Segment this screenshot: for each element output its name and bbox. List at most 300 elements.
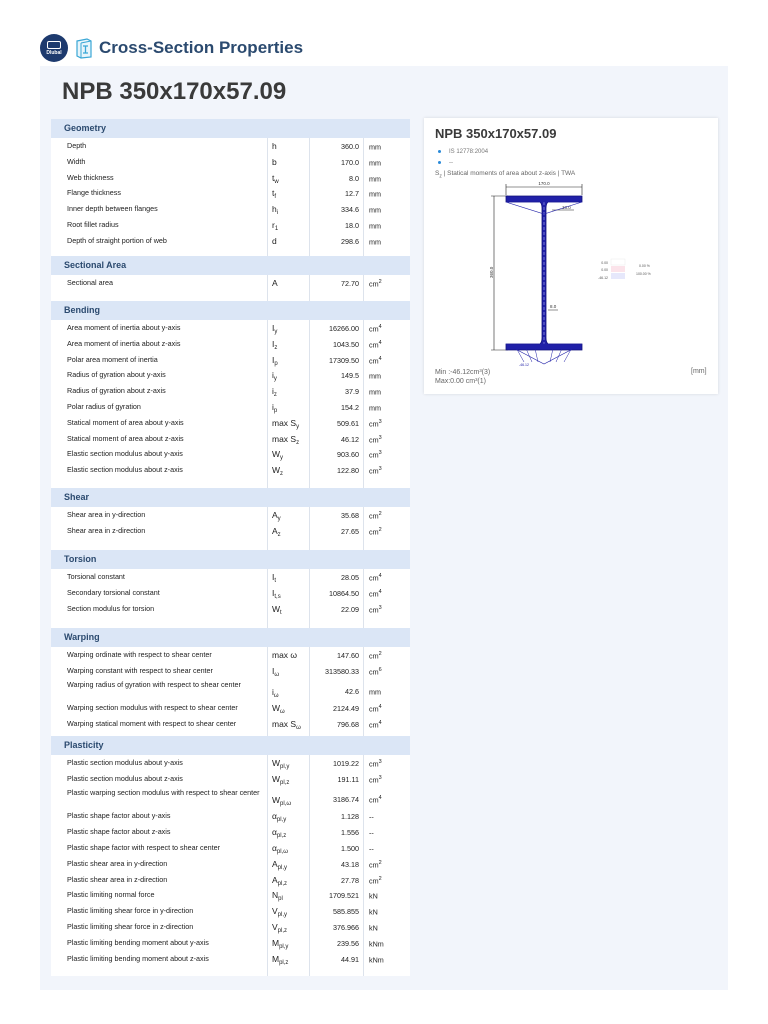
property-symbol [272, 906, 287, 918]
property-value: 72.70 [341, 279, 359, 288]
unit-exponent: 4 [378, 324, 382, 330]
property-description: Area moment of inertia about z-axis [67, 338, 181, 348]
table-row [51, 756, 410, 771]
unit-exponent: 2 [378, 526, 382, 533]
property-unit [369, 907, 378, 916]
unit-main: mm [369, 158, 381, 168]
symbol-main: h [272, 141, 277, 151]
property-symbol [272, 938, 288, 950]
subtitle-text: | Statical moments of area about z-axis | TWA [441, 170, 576, 177]
unit-main: kN [369, 923, 378, 933]
table-row [51, 936, 410, 951]
table-row [51, 920, 410, 935]
table-row [51, 701, 410, 716]
table-row [51, 857, 410, 872]
property-unit [369, 450, 382, 459]
table-row [51, 772, 410, 787]
unit-exponent: 3 [378, 466, 382, 473]
table-row [51, 276, 410, 291]
property-symbol [272, 188, 276, 200]
unit-main: mm [369, 371, 381, 381]
property-value: 28.05 [341, 573, 359, 582]
subtitle-subscript: z [439, 173, 442, 180]
table-row [51, 680, 410, 702]
property-value: 27.65 [341, 526, 359, 536]
web-dim-label: 8.0 [550, 304, 557, 309]
unit-main: -- [369, 812, 374, 822]
section-preview-card [424, 118, 718, 394]
property-unit [369, 812, 374, 821]
property-description: Radius of gyration about z-axis [67, 386, 166, 396]
property-value: 298.6 [341, 236, 359, 246]
property-description: Plastic shear area in z-direction [67, 874, 168, 884]
property-symbol [272, 827, 286, 839]
symbol-main: max S [272, 417, 297, 428]
table-row [51, 139, 410, 154]
table-row [51, 952, 410, 967]
table-row [51, 384, 410, 399]
unit-main: cm [369, 573, 379, 583]
symbol-subscript: pl,y [277, 912, 288, 919]
property-value: 122.80 [337, 466, 359, 476]
property-unit [369, 435, 382, 444]
symbol-subscript: p [274, 360, 278, 367]
legend-value: 0.00 [601, 268, 608, 272]
property-unit [369, 340, 382, 349]
property-description: Plastic shape factor about z-axis [67, 827, 171, 837]
symbol-subscript: pl [278, 896, 283, 903]
symbol-subscript: pl,y [279, 943, 289, 950]
property-description: Warping ordinate with respect to shear center [67, 650, 212, 659]
property-value: 313580.33 [325, 666, 359, 676]
property-unit [369, 891, 378, 900]
property-value: 585.855 [333, 907, 359, 917]
unit-main: cm [369, 794, 379, 804]
symbol-main: V [272, 906, 278, 917]
unit-exponent: 3 [378, 604, 382, 611]
property-value: 147.60 [337, 651, 359, 660]
property-unit [369, 720, 382, 729]
property-description: Plastic shape factor with respect to shear center [67, 843, 221, 852]
symbol-main: t [272, 188, 275, 199]
property-symbol [272, 236, 277, 248]
symbol-subscript: p [273, 408, 278, 414]
property-description: Shear area in z-direction [67, 525, 146, 535]
symbol-main: N [272, 890, 279, 901]
symbol-subscript: pl,z [277, 928, 288, 934]
symbol-subscript: ω [274, 671, 280, 678]
symbol-main: A [272, 278, 278, 288]
property-value: 44.91 [341, 954, 359, 964]
cross-section-book-icon [74, 37, 94, 59]
property-description: Depth [67, 141, 87, 150]
property-symbol [272, 204, 278, 216]
unit-main: cm [369, 355, 379, 365]
property-symbol [272, 572, 276, 584]
property-description: Inner depth between flanges [67, 204, 158, 214]
property-description: Warping section modulus with respect to shear center [67, 703, 238, 713]
legend-percent: 0.00 % [639, 264, 650, 268]
symbol-subscript: w [274, 178, 279, 185]
property-value: 239.56 [337, 938, 359, 948]
table-row [51, 337, 410, 352]
unit-exponent: 3 [378, 434, 382, 441]
property-unit [369, 844, 374, 853]
property-symbol [272, 774, 289, 786]
property-value: 3186.74 [333, 794, 359, 804]
property-value: 1043.50 [333, 339, 359, 349]
property-unit [369, 759, 382, 768]
property-symbol [272, 650, 297, 662]
section-header [51, 628, 410, 647]
symbol-main: I [272, 323, 275, 333]
symbol-main: max ω [272, 650, 298, 660]
property-symbol [272, 843, 288, 855]
property-symbol [272, 157, 277, 169]
property-unit [369, 324, 382, 333]
unit-exponent: 2 [378, 511, 382, 517]
property-description: Statical moment of area about z-axis [67, 433, 184, 443]
property-symbol [272, 339, 277, 351]
property-value: 149.5 [341, 371, 359, 381]
property-symbol [272, 449, 283, 461]
symbol-main: W [272, 703, 281, 714]
property-description: Polar area moment of inertia [67, 354, 158, 364]
min-max-readout [435, 368, 490, 386]
symbol-subscript: z [277, 531, 281, 538]
unit-main: cm [369, 419, 379, 429]
table-row [51, 353, 410, 368]
symbol-main: r [272, 220, 275, 230]
unit-main: cm [369, 651, 379, 661]
symbol-subscript: f [274, 194, 277, 201]
width-dim-label: 170.0 [538, 181, 550, 186]
unit-main: cm [369, 434, 379, 444]
property-description: Flange thickness [67, 188, 121, 198]
table-row [51, 368, 410, 383]
symbol-main: i [272, 386, 274, 397]
symbol-main: max S [272, 719, 297, 730]
property-unit [369, 403, 381, 412]
section-title: Warping [64, 632, 100, 642]
unit-main: -- [369, 844, 374, 854]
table-row [51, 321, 410, 336]
property-value: 35.68 [341, 511, 359, 520]
symbol-subscript: pl,y [276, 817, 287, 824]
property-symbol [272, 954, 288, 966]
symbol-main: d [272, 235, 277, 246]
property-description: Shear area in y-direction [67, 510, 146, 519]
unit-main: mm [369, 237, 381, 247]
symbol-subscript: pl,z [276, 833, 287, 840]
property-description: Sectional area [67, 278, 113, 287]
unit-main: cm [369, 279, 379, 289]
table-row [51, 524, 410, 539]
section-header [51, 488, 410, 507]
symbol-main: b [272, 156, 277, 167]
symbol-main: i [272, 686, 274, 697]
property-description: Plastic limiting shear force in z-direction [67, 922, 194, 931]
symbol-main: W [272, 603, 281, 614]
table-row [51, 202, 410, 217]
symbol-main: α [272, 811, 277, 822]
property-symbol [272, 703, 285, 715]
property-description: Warping statical moment with respect to shear center [67, 719, 237, 729]
unit-exponent: 4 [378, 355, 382, 362]
property-description: Elastic section modulus about y-axis [67, 449, 183, 459]
symbol-subscript: y [280, 455, 284, 462]
unit-main: cm [369, 720, 379, 730]
symbol-main: V [272, 922, 278, 932]
table-row [51, 648, 410, 663]
symbol-subscript: 1 [274, 226, 279, 232]
property-symbol [272, 510, 281, 522]
section-header [51, 256, 410, 275]
symbol-main: i [272, 370, 274, 381]
property-value: 376.966 [333, 923, 359, 932]
page-title: NPB 350x170x57.09 [62, 78, 287, 105]
unit-exponent: 4 [378, 573, 382, 579]
table-row [51, 888, 410, 903]
symbol-main: W [272, 773, 281, 784]
symbol-subscript: ω [280, 709, 285, 716]
section-header [51, 119, 410, 138]
property-symbol [272, 859, 287, 871]
legend-swatch [611, 266, 625, 272]
property-value: 10864.50 [329, 588, 359, 598]
unit-main: cm [369, 324, 379, 334]
property-description: Plastic shape factor about y-axis [67, 811, 171, 821]
symbol-subscript: t,s [274, 593, 281, 600]
section-header [51, 550, 410, 569]
symbol-subscript: pl,ω [276, 849, 288, 855]
max-value-text: Max:0.00 cm³(1) [435, 378, 486, 385]
table-row [51, 570, 410, 585]
property-symbol [272, 890, 283, 902]
property-unit [369, 279, 382, 288]
symbol-subscript: ω [273, 692, 279, 699]
table-row [51, 234, 410, 249]
property-value: 17309.50 [329, 355, 359, 365]
property-description: Plastic limiting bending moment about y-axis [67, 937, 209, 947]
symbol-subscript: y [273, 376, 277, 383]
symbol-main: M [272, 937, 280, 948]
property-unit [369, 605, 382, 614]
property-value: 796.68 [337, 720, 359, 730]
property-value: 1709.521 [329, 891, 359, 901]
legend-percent: 100.00 % [636, 272, 651, 276]
property-value: 2124.49 [333, 704, 359, 714]
property-symbol [272, 588, 281, 600]
property-unit [369, 158, 381, 167]
symbol-main: W [272, 758, 281, 768]
property-value: 8.0 [349, 173, 359, 183]
symbol-subscript: pl,y [280, 764, 290, 770]
property-unit [369, 527, 382, 536]
property-symbol [272, 278, 278, 290]
standard-text: IS 12778:2004 [449, 149, 489, 155]
symbol-main: A [272, 858, 278, 869]
property-unit [369, 371, 381, 380]
symbol-subscript: pl,y [277, 864, 288, 871]
unit-main: mm [369, 387, 381, 397]
symbol-subscript: t [274, 578, 277, 584]
property-description: Plastic section modulus about y-axis [67, 758, 183, 767]
property-symbol [272, 418, 299, 430]
symbol-subscript: y [277, 516, 281, 522]
section-title: Geometry [64, 123, 107, 133]
properties-table [51, 119, 410, 976]
symbol-main: M [272, 953, 280, 964]
property-value: 37.9 [345, 387, 359, 397]
legend-value: -46.12 [598, 276, 608, 280]
property-unit [369, 419, 382, 428]
flange-dim-label: 18.0 [562, 205, 571, 210]
property-unit [369, 876, 382, 885]
symbol-main: α [272, 827, 277, 838]
symbol-subscript: z [274, 344, 278, 351]
symbol-subscript: pl,z [277, 880, 288, 887]
symbol-subscript: pl,z [280, 779, 290, 786]
table-row [51, 717, 410, 732]
unit-main: cm [369, 667, 379, 677]
property-value: 1.500 [341, 844, 359, 853]
property-symbol [272, 795, 291, 807]
unit-main: mm [369, 221, 381, 231]
symbol-main: W [272, 449, 281, 460]
section-title: Plasticity [64, 740, 104, 750]
symbol-main: W [272, 465, 281, 476]
table-row [51, 186, 410, 201]
property-symbol [272, 604, 282, 616]
property-value: 42.6 [345, 686, 359, 696]
property-value: 334.6 [341, 205, 359, 215]
property-unit [369, 237, 381, 246]
symbol-main: I [272, 354, 275, 365]
property-value: 43.18 [341, 859, 359, 869]
unit-main: cm [369, 860, 379, 870]
property-unit [369, 828, 374, 837]
table-row [51, 447, 410, 462]
unit-exponent: 4 [378, 720, 382, 727]
table-row [51, 602, 410, 617]
unit-main: cm [369, 340, 379, 350]
property-unit [369, 704, 382, 713]
unit-exponent: 2 [378, 875, 382, 882]
symbol-main: max S [272, 433, 297, 444]
property-unit [369, 387, 381, 396]
property-unit [369, 142, 381, 151]
symbol-subscript: i [276, 210, 279, 217]
unit-main: kN [369, 907, 378, 917]
table-row [51, 155, 410, 170]
property-unit [369, 955, 384, 964]
property-symbol [272, 922, 287, 934]
unit-exponent: 2 [378, 279, 382, 285]
property-value: 18.0 [345, 221, 359, 230]
property-description: Width [67, 156, 86, 166]
subtitle-symbol: S [435, 170, 440, 177]
unit-exponent: 3 [378, 450, 382, 457]
symbol-subscript: ω [296, 725, 301, 732]
unit-exponent: 2 [378, 651, 382, 657]
table-row [51, 432, 410, 447]
legend-swatch [611, 273, 625, 279]
property-unit [369, 923, 378, 932]
property-symbol [272, 386, 277, 398]
symbol-main: i [272, 402, 274, 412]
property-symbol [272, 758, 289, 770]
unit-exponent: 6 [378, 666, 382, 673]
legend-swatch [611, 259, 625, 265]
table-row [51, 904, 410, 919]
section-title: Torsion [64, 554, 97, 564]
property-symbol [272, 719, 301, 731]
table-row [51, 508, 410, 523]
unit-main: cm [369, 759, 379, 769]
unit-exponent: 3 [378, 774, 382, 781]
table-row [51, 841, 410, 856]
table-row [51, 809, 410, 824]
property-symbol [272, 323, 277, 335]
property-symbol [272, 370, 277, 382]
symbol-subscript: y [296, 423, 300, 430]
property-symbol [272, 355, 278, 367]
property-symbol [272, 173, 279, 185]
property-unit [369, 795, 382, 804]
depth-dim-label: 360.0 [489, 266, 494, 278]
property-symbol [272, 141, 277, 153]
table-row [51, 586, 410, 601]
property-unit [369, 511, 382, 520]
table-row [51, 873, 410, 888]
symbol-main: A [272, 874, 278, 885]
legend-value: 0.00 [601, 261, 608, 265]
section-header [51, 301, 410, 320]
property-value: 509.61 [337, 418, 359, 428]
property-description: Secondary torsional constant [67, 587, 160, 597]
symbol-main: α [272, 843, 277, 853]
property-value: 360.0 [341, 142, 359, 151]
diagram-min-value: -46.12 [519, 363, 529, 367]
property-unit [369, 189, 381, 198]
symbol-main: I [272, 338, 275, 349]
unit-main: cm [369, 527, 379, 537]
symbol-main: I [272, 572, 275, 582]
property-description: Plastic warping section modulus with respect to shear center [67, 787, 260, 797]
property-unit [369, 466, 382, 475]
unit-exponent: 3 [378, 759, 382, 765]
unit-label: [mm] [691, 368, 707, 375]
property-unit [369, 221, 381, 230]
property-symbol [272, 402, 277, 414]
property-description: Plastic shear area in y-direction [67, 858, 168, 868]
property-value: 22.09 [341, 604, 359, 614]
property-symbol [272, 875, 287, 887]
symbol-subscript: z [280, 471, 284, 478]
property-value: 1.128 [341, 812, 359, 822]
unit-main: cm [369, 875, 379, 885]
symbol-main: I [272, 665, 275, 676]
note-text: -- [449, 160, 453, 166]
unit-main: mm [369, 173, 381, 183]
table-row [51, 825, 410, 840]
card-title: NPB 350x170x57.09 [435, 126, 557, 141]
logo-mark-icon [47, 41, 61, 49]
property-value: 1019.22 [333, 759, 359, 768]
dlubal-logo[interactable] [40, 34, 68, 62]
app-header [40, 31, 303, 65]
